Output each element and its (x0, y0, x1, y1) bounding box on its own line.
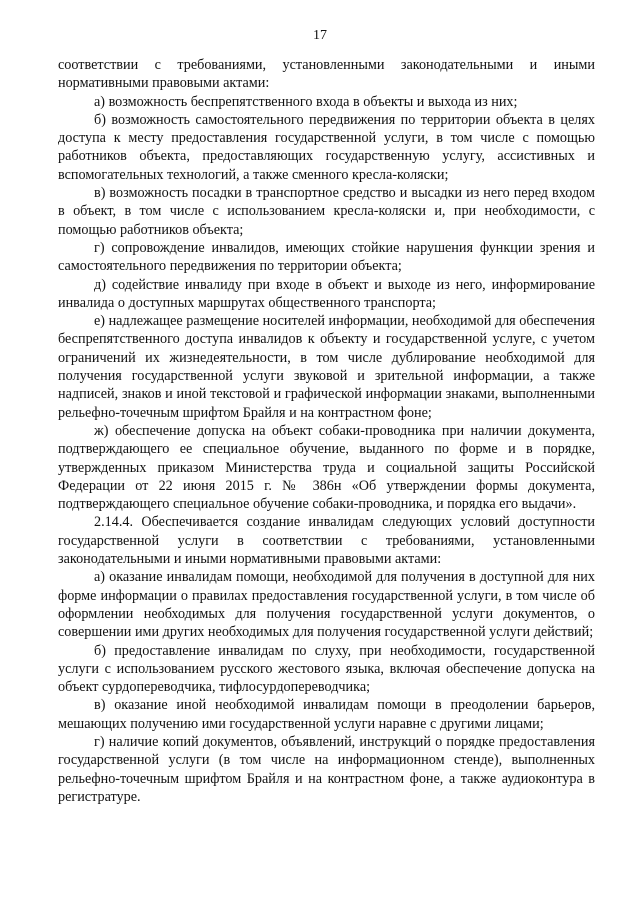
page-number: 17 (313, 28, 327, 43)
list-item-e-information: е) надлежащее размещение носителей информации, необходимой для обеспечения беспрепятственного доступа инвалидов к объекту и государственной услуге, с учетом ограничений их жизнедеятельности, в том числе дублирование необходимой для получения государственной услуги звуковой и зрительной информации, а также надписей, знаков и иной текстовой и графической информации знаками, выполненными рельефно-точечным шрифтом Брайля и на контрастном фоне; (58, 313, 595, 421)
list-item-a-help: а) оказание инвалидам помощи, необходимой для получения в доступной для них форме информации о правилах предоставления государственной услуги, в том числе об оформлении необходимых для получения государственной услуги документов, о совершении ими других необходимых для получения государственной услуги действий; (58, 569, 595, 641)
section-2-14-4: 2.14.4. Обеспечивается создание инвалидам следующих условий доступности государственной услуги в соответствии с требованиями, установленными законодательными и иными нормативными правовыми актами: (58, 514, 595, 568)
list-item-v-transport: в) возможность посадки в транспортное средство и высадки из него перед входом в объект, в том числе с использованием кресла-коляски и, при необходимости, с помощью работников объекта; (58, 185, 595, 238)
document-body (58, 56, 595, 806)
list-item-zh-guide-dog: ж) обеспечение допуска на объект собаки-проводника при наличии документа, подтверждающего ее специальное обучение, выданного по форме и в порядке, утвержденных приказом Министерства труда и социальной защиты Российской Федерации от 22 июня 2015 г. № 386н «Об утверждении формы документа, подтверждающего специальное обучение собаки-проводника, и порядка его выдачи». (58, 422, 595, 513)
list-item-g-braille-copies: г) наличие копий документов, объявлений, инструкций о порядке предоставления государственной услуги (в том числе на информационном стенде), выполненных рельефно-точечным шрифтом Брайля и на контрастном фоне, а также аудиоконтура в регистратуре. (58, 733, 595, 805)
list-item-a-entrance: а) возможность беспрепятственного входа в объекты и выхода из них; (94, 93, 518, 110)
paragraph-continuation: соответствии с требованиями, установленными законодательными и иными нормативными правовыми актами: (58, 57, 595, 92)
list-item-v-barriers: в) оказание иной необходимой инвалидам помощи в преодолении барьеров, мешающих получению ими государственной услуги наравне с другими лицами; (58, 697, 595, 732)
list-item-g-escort: г) сопровождение инвалидов, имеющих стойкие нарушения функции зрения и самостоятельного передвижения по территории объекта; (58, 239, 595, 275)
list-item-d-assistance: д) содействие инвалиду при входе в объект и выходе из него, информирование инвалида о доступных маршрутах общественного транспорта; (58, 276, 595, 311)
list-item-b-movement: б) возможность самостоятельного передвижения по территории объекта в целях доступа к месту предоставления государственной услуги, в том числе с помощью работников объекта, предоставляющих государственную услугу, ассистивных и вспомогательных технологий, а также сменного кресла-коляски; (58, 111, 595, 183)
list-item-b-sign-language: б) предоставление инвалидам по слуху, при необходимости, государственной услуги с использованием русского жестового языка, включая обеспечение допуска на объект сурдопереводчика, тифлосурдопереводчика; (58, 642, 595, 696)
